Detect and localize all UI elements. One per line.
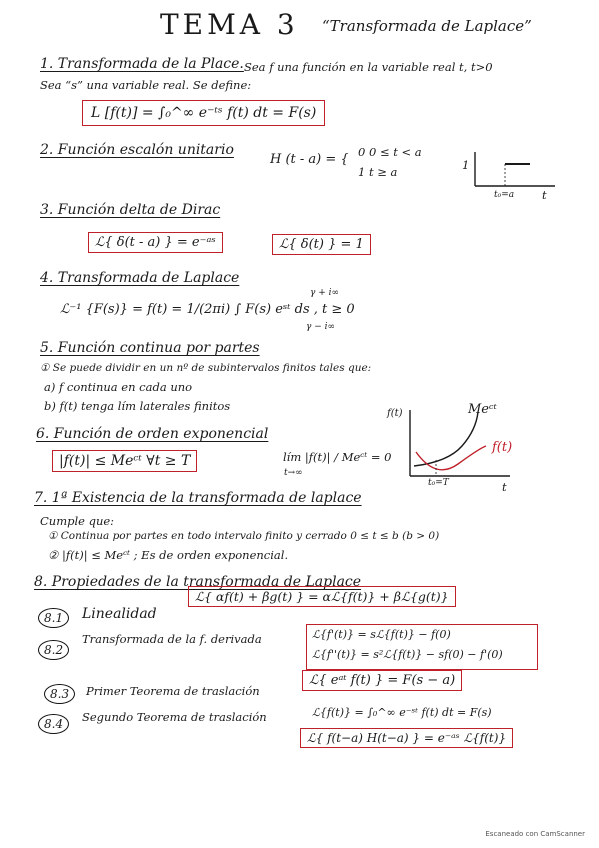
exp-graph-x-mark: t₀=T xyxy=(428,478,449,488)
inverse-laplace-formula: ℒ⁻¹ {F(s)} = f(t) = 1/(2πi) ∫ F(s) eˢᵗ ds , t ≥ 0 xyxy=(60,302,355,317)
exp-graph-y-label: f(t) xyxy=(387,408,403,419)
prop-8-3-label: Primer Teorema de traslación xyxy=(86,684,260,698)
step-case-1: 0 0 ≤ t < a xyxy=(358,145,422,159)
prop-8-4-box: ℒ{ f(t−a) H(t−a) } = e⁻ᵃˢ ℒ{f(t)} xyxy=(300,728,513,748)
prop-8-1-number: 8.1 xyxy=(38,608,69,628)
step-function-label: H (t - a) = { xyxy=(270,152,349,167)
section-7-line-0: Cumple que: xyxy=(40,514,115,528)
prop-8-4-number: 8.4 xyxy=(38,714,69,734)
prop-8-2-number: 8.2 xyxy=(38,640,69,660)
prop-8-2-line-1: ℒ{f'(t)} = sℒ{f(t)} − f(0) xyxy=(312,628,451,641)
exp-order-limit-sub: t→∞ xyxy=(284,468,303,478)
prop-8-2-label: Transformada de la f. derivada xyxy=(82,632,262,646)
f-curve xyxy=(416,446,486,470)
section-8-heading: 8. Propiedades de la transformada de Laplace xyxy=(34,574,362,590)
step-graph-x-mark: t₀=a xyxy=(494,190,515,200)
scanner-watermark: Escaneado con CamScanner xyxy=(485,830,585,838)
exp-order-box: |f(t)| ≤ Meᶜᵗ ∀t ≥ T xyxy=(52,450,197,472)
section-3-heading: 3. Función delta de Dirac xyxy=(40,202,221,218)
inverse-upper-limit: γ + i∞ xyxy=(310,288,340,298)
prop-8-4-label: Segundo Teorema de traslación xyxy=(82,710,267,724)
section-1-text-a: Sea f una función en la variable real t, t>0 xyxy=(244,60,493,74)
exp-graph-curve-2: f(t) xyxy=(492,440,513,455)
exp-curve xyxy=(414,412,478,466)
page-subtitle: “Transformada de Laplace” xyxy=(322,17,532,35)
inverse-lower-limit: γ − i∞ xyxy=(306,322,336,332)
step-graph-x-axis: t xyxy=(542,188,547,202)
section-5-line-3: b) f(t) tenga lím laterales finitos xyxy=(44,399,231,413)
step-case-2: 1 t ≥ a xyxy=(358,165,398,179)
prop-8-3-box: ℒ{ eᵃᵗ f(t) } = F(s − a) xyxy=(302,670,462,691)
dirac-box-1: ℒ{ δ(t - a) } = e⁻ᵃˢ xyxy=(88,232,223,253)
exp-graph-curve-1: Meᶜᵗ xyxy=(468,402,497,417)
section-5-line-1: ① Se puede dividir en un nº de subintervalos finitos tales que: xyxy=(40,362,372,374)
laplace-definition-box: L [f(t)] = ∫₀^∞ e⁻ᵗˢ f(t) dt = F(s) xyxy=(82,100,325,126)
section-7-heading: 7. 1ª Existencia de la transformada de laplace xyxy=(34,490,362,506)
prop-8-1-label: Linealidad xyxy=(82,606,157,622)
section-4-heading: 4. Transformada de Laplace xyxy=(40,270,240,286)
prop-8-1-box: ℒ{ αf(t) + βg(t) } = αℒ{f(t)} + βℒ{g(t)} xyxy=(188,586,456,607)
section-2-heading: 2. Función escalón unitario xyxy=(40,142,234,158)
section-5-heading: 5. Función continua por partes xyxy=(40,340,260,356)
prop-8-3-number: 8.3 xyxy=(44,684,75,704)
section-6-heading: 6. Función de orden exponencial xyxy=(36,426,269,442)
section-7-line-2: ② |f(t)| ≤ Meᶜᵗ ; Es de orden exponencial. xyxy=(48,548,289,562)
section-1-heading: 1. Transformada de la Place. xyxy=(40,56,244,72)
section-7-line-1: ① Continua por partes en todo intervalo finito y cerrado 0 ≤ t ≤ b (b > 0) xyxy=(48,530,440,542)
prop-8-4-line-1: ℒ{f(t)} = ∫₀^∞ e⁻ˢᵗ f(t) dt = F(s) xyxy=(312,706,492,719)
prop-8-2-line-2: ℒ{f''(t)} = s²ℒ{f(t)} − sf(0) − f'(0) xyxy=(312,648,503,661)
page-title: TEMA 3 xyxy=(160,8,299,41)
section-1-text-b: Sea “s” una variable real. Se define: xyxy=(40,78,252,92)
section-5-line-2: a) f continua en cada uno xyxy=(44,380,193,394)
exp-graph-x-axis: t xyxy=(502,480,507,494)
dirac-box-2: ℒ{ δ(t) } = 1 xyxy=(272,234,371,255)
exp-order-limit: lím |f(t)| / Meᶜᵗ = 0 xyxy=(283,450,392,464)
step-graph-y-tick: 1 xyxy=(462,158,470,172)
